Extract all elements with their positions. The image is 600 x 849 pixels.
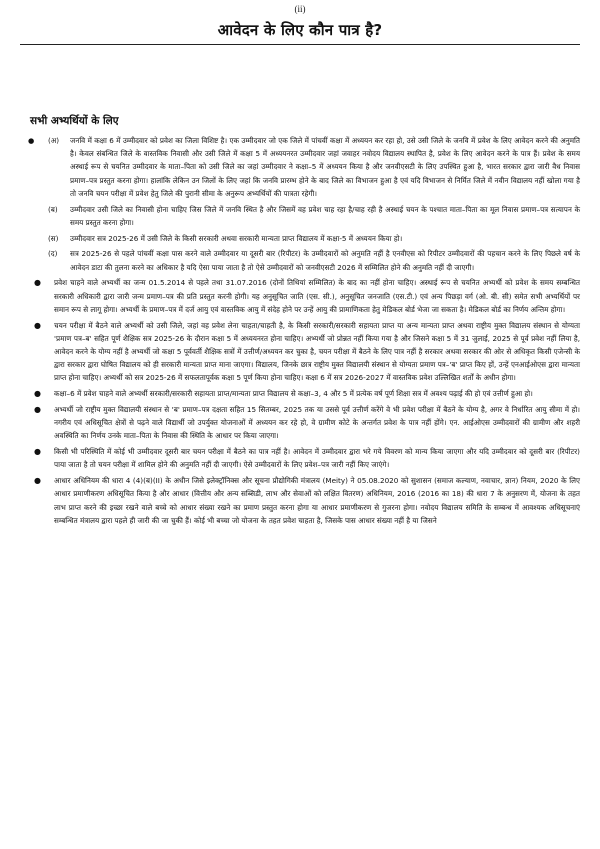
eligibility-item [30,445,580,471]
item-text: किसी भी परिस्थिति में कोई भी उम्मीदवार दूसरी बार चयन परीक्षा में बैठने का पात्र नहीं है। आवेदन में उम्मीदवार द्वारा भरे गये विवरण को मान्य किया जाएगा और यदि उम्मीदवार को दूसरी बार (रिपीटर) पाया जाता है तो चयन परीक्षा में शामिल होने की अनुमति नहीं दी जाएगी। ऐसे उम्मीदवारों के लिए प्रवेश–पत्र जारी नहीं किए जाएंगे। [54,447,580,470]
page-number: (ii) [294,4,306,14]
item-text: सत्र 2025-26 से पहले पांचवीं कक्षा पास करने वाले उम्मीदवार या दूसरी बार (रिपीटर) के उम्मीदवारों को अनुमति नहीं है एनवीएस को रिपीटर उम्मीदवारों की पहचान करने के लिए पिछले वर्ष के आवेदन डाटा की तुलना करने का अधिकार है यदि ऐसा पाया जाता है तो ऐसे उम्मीदवारों को जनवीएसटी 2026 में सम्मिलित होने की अनुमति नहीं दी जाएगी। [70,249,580,272]
item-text: कक्षा–6 में प्रवेश चाहने वाले अभ्यर्थी सरकारी/सरकारी सहायता प्राप्त/मान्यता प्राप्त विद्यालय से कक्षा–3, 4 और 5 में प्रत्येक वर्ष पूर्ण शिक्षा सत्र में अवश्य पढ़ाई की हो एवं उत्तीर्ण हुआ हो। [54,389,533,399]
bullet-icon: ● [34,476,41,486]
bullet-icon: ● [34,389,41,399]
item-text: आधार अधिनियम की धारा 4 (4)(ब)(II) के अधीन जिसे इलेक्ट्रॉनिक्स और सूचना प्रौद्योगिकी मंत्रालय (Meity) ने 05.08.2020 को सुशासन (समाज कल्याण, नवाचार, ज्ञान) नियम, 2020 के लिए आधार प्रमाणीकरण अधिसूचित किया है और आधार (वित्तीय और अन्य सब्सिडी, लाभ और सेवाओं को लक्षित वितरण) अधिनियम, 2016 (2016 का 18) की धारा 7 के अनुसरण में, योजना के तहत लाभ प्राप्त करने की इच्छा रखने वाले बच्चे को आधार संख्या रखने का प्रमाण प्रस्तुत करना होगा या आधार प्रमाणीकरण से गुजरना होगा। नवोदय विद्यालय समिति के सम्बन्ध में आवश्यक अधिसूचनाएं सम्बन्धित मंत्रालय द्वारा पहले ही जारी की जा चुकी हैं। कोई भी बच्चा जो योजना के तहत प्रवेश चाहता है, जिसके पास आधार संख्या नहीं है या जिसने [54,476,580,525]
eligibility-list [30,134,580,530]
item-marker: (स) [48,233,59,243]
eligibility-item [30,134,580,200]
item-text: उम्मीदवार सत्र 2025-26 में उसी जिले के किसी सरकारी अथवा सरकारी मान्यता प्राप्त विद्यालय में कक्षा-5 में अध्ययन किया हो। [70,233,403,243]
eligibility-item [30,232,580,245]
item-marker: (अ) [48,136,60,145]
item-text: चयन परीक्षा में बैठने वाले अभ्यर्थी को उसी जिले, जहां वह प्रवेश लेना चाहता/चाहती है, के किसी सरकारी/सरकारी सहायता प्राप्त या अन्य मान्यता प्राप्त अथवा राष्ट्रीय मुक्त विद्यालय संस्थान से योग्यता 'प्रमाण पत्र–ब' सहित पूर्ण शैक्षिक सत्र 2025-26 के दौरान कक्षा 5 में अध्ययनरत होना चाहिए। अभ्यर्थी जो प्रोन्नत नहीं किया गया है और जिसने कक्षा 5 में 31 जुलाई, 2025 से पूर्व प्रवेश नहीं लिया है, आवेदन करने के योग्य नहीं है अभ्यर्थी जो कक्षा 5 पूर्ववर्ती शैक्षिक सत्रों में उत्तीर्ण/अध्ययन कर चुका है, चयन परीक्षा में बैठने के लिए पात्र नहीं है सरकार अथवा सरकार की ओर से अधिकृत किसी एजेन्सी के द्वारा सरकार द्वारा घोषित विद्यालय को ही सरकारी मान्यता प्राप्त माना जाएगा। विद्यालय, जिनके छात्र राष्ट्रीय मुक्त विद्यालयी संस्थान से योग्यता प्रमाण पत्र–'ब' प्राप्त किए हों, उन्हें एनआईओएस द्वारा मान्यता प्राप्त होना चाहिए। अभ्यर्थी को सत्र 2025-26 में सफलतापूर्वक कक्षा 5 पूर्ण किया होना चाहिए। कक्षा 6 में सत्र 2026-2027 में वास्तविक प्रवेश उल्लिखित शर्तों के अधीन होगा। [54,320,580,383]
eligibility-item [30,403,580,443]
page-title: आवेदन के लिए कौन पात्र है? [217,21,383,39]
bullet-icon: ● [34,278,41,288]
title-underline [20,44,580,45]
bullet-icon: ● [34,447,41,457]
bullet-icon: ● [28,136,35,145]
eligibility-item [30,203,580,229]
bullet-icon: ● [34,320,41,330]
item-text: प्रवेश चाहने वाले अभ्यर्थी का जन्म 01.5.2014 से पहले तथा 31.07.2016 (दोनों तिथियां सम्मिलित) के बाद का नहीं होना चाहिए। अस्थाई रूप से चयनित अभ्यर्थी को प्रवेश के समय सम्बन्धित सरकारी अधिकारी द्वारा जारी जन्म प्रमाण–पत्र की प्रति प्रस्तुत करनी होगी। यह अनुसूचित जाति (एस. सी.), अनुसूचित जनजाति (एस.टी.) एवं अन्य पिछड़ा वर्ग (ओ. बी. सी) समेत सभी अभ्यर्थियों पर समान रूप से लागू होगा। अभ्यर्थी के प्रमाण–पत्र में दर्ज आयु एवं वास्तविक आयु में संदेह होने पर उन्हें आयु की प्रामाणिकता हेतु मेडिकल बोर्ड भेजा जा सकता है। मेडिकल बोर्ड का निर्णय अन्तिम होगा। [54,278,580,314]
item-text: उम्मीदवार उसी जिले का निवासी होना चाहिए जिस जिले में जनवि स्थित है और जिसमें वह प्रवेश चाह रहा है/चाह रही है अस्थाई चयन के पश्चात माता–पिता का मूल निवास प्रमाण–पत्र सत्यापन के समय प्रस्तुत करना होगा। [70,204,580,227]
eligibility-item [30,247,580,273]
section-heading: सभी अभ्यर्थियों के लिए [30,115,119,127]
eligibility-item [30,387,580,400]
item-marker: (द) [48,249,58,259]
bullet-icon: ● [34,405,41,415]
eligibility-item [30,276,580,316]
item-marker: (ब) [48,204,58,214]
item-text: अभ्यर्थी जो राष्ट्रीय मुक्त विद्यालयी संस्थान से 'ब' प्रमाण–पत्र दक्षता सहित 15 सितम्बर, 2025 तक या उससे पूर्व उत्तीर्ण करेंगे वे भी प्रवेश परीक्षा में बैठने के योग्य है, अगर वे निर्धारित आयु सीमा में हो। नगरीय एवं अधिसूचित क्षेत्रों से पढ़ने वाले विद्यार्थी जो उपर्युक्त योजनाओं में अध्ययन कर रहे हो, वे ग्रामीण कोटे के अन्तर्गत प्रवेश के पात्र नहीं होंगे। एन. आईओएस उम्मीदवारों की ग्रामीण और शहरी अवस्थिति का निर्णय उनके माता–पिता के निवास की स्थिति के आधार पर किया जाएगा। [54,405,580,441]
item-text: जनवि में कक्षा 6 में उम्मीदवार को प्रवेश का जिला विशिष्ट है। एक उम्मीदवार जो एक जिले में पांचवीं कक्षा में अध्ययन कर रहा हो, उसे उसी जिले के जनवि में प्रवेश के लिए आवेदन करने की अनुमति है। केवल संबन्धित जिले के वास्तविक निवासी और उसी जिले में कक्षा 5 में अध्ययनरत उम्मीदवार जहां जवाहर नवोदय विद्यालय स्थापित है, प्रवेश के लिए आवेदन करने के पात्र हैं। प्रवेश के समय अस्थाई रूप से चयनित उम्मीदवार के माता–पिता को उसी जिले का जहां उम्मीदवार ने कक्षा–5 में अध्ययन किया है और जनवीएसटी के लिए उपस्थित हुआ है, भारत सरकार द्वारा जारी वैध निवास प्रमाण–पत्र प्रस्तुत करना होगा। हालांकि लेकिन उन जिलों के लिए जहां कि जनवि प्रारम्भ होने के बाद जिले का विभाजन हुआ है एवं यदि विभाजन से निर्मित जिले में नवीन विद्यालय नहीं खोला गया है तो जनवि चयन परीक्षा में प्रवेश हेतु जिले की पुरानी सीमा के अनुरूप अभ्यर्थियों की पात्रता रहेगी। [70,136,580,198]
eligibility-item [30,474,580,527]
eligibility-item [30,319,580,385]
